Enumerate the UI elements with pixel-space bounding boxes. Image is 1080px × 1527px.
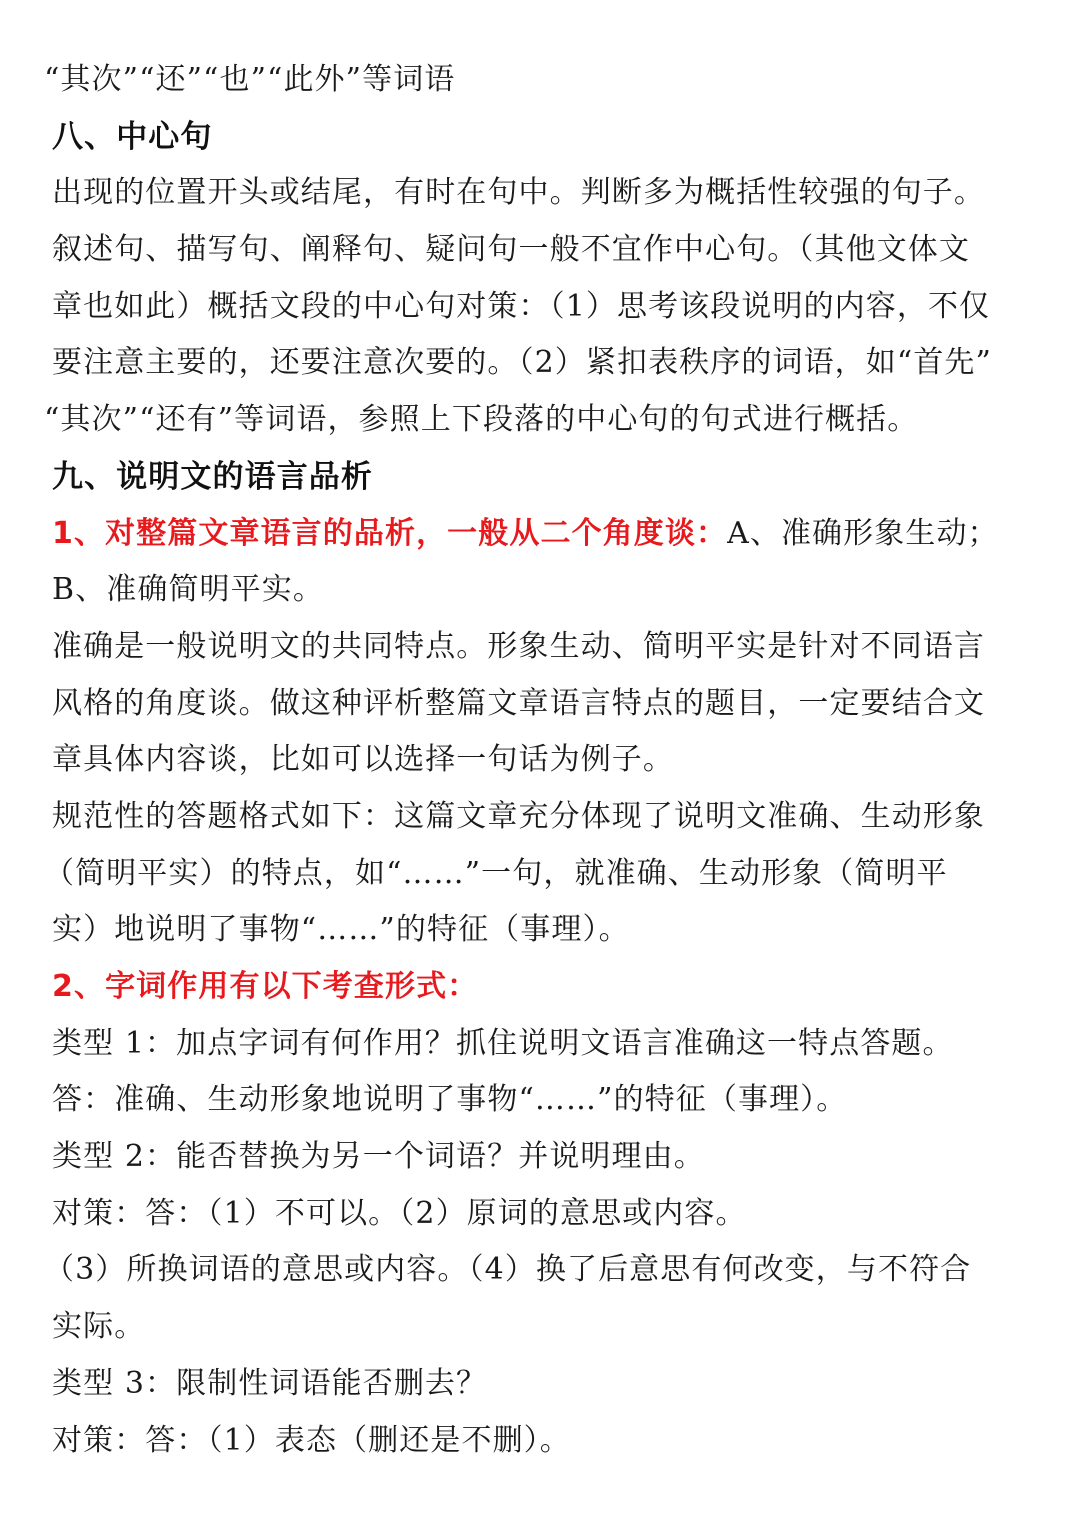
red-subheading-2: 2、字词作用有以下考查形式： [52, 969, 479, 1004]
text-line: 章也如此）概括文段的中心句对策：（1）思考该段说明的内容，不仅 [52, 288, 991, 324]
section-heading-9: 九、说明文的语言品析 [52, 458, 373, 495]
text-line: “其次”“还”“也”“此外”等词语 [44, 62, 456, 97]
text-line: 类型 3：限制性词语能否删去？ [52, 1365, 488, 1401]
section-heading-8: 八、中心句 [52, 118, 213, 155]
text-line: 类型 2：能否替换为另一个词语？并说明理由。 [52, 1139, 705, 1175]
text-line: 规范性的答题格式如下：这篇文章充分体现了说明文准确、生动形象 [52, 798, 985, 834]
text-line: 叙述句、描写句、阐释句、疑问句一般不宜作中心句。（其他文体文 [52, 232, 970, 268]
text-line: 对策：答：（1）表态（删还是不删）。 [52, 1422, 571, 1458]
subheading-rest: A、准确形象生动； [727, 515, 999, 551]
text-line: 要注意主要的，还要注意次要的。（2）紧扣表秩序的词语，如“首先” [52, 345, 992, 381]
text-line: 答：准确、生动形象地说明了事物“……”的特征（事理）。 [52, 1082, 848, 1118]
subheading-line-1 [52, 506, 1042, 563]
text-line: 实际。 [52, 1309, 146, 1345]
text-line: 实）地说明了事物“……”的特征（事理）。 [52, 912, 630, 948]
text-line: 类型 1：加点字词有何作用？抓住说明文语言准确这一特点答题。 [52, 1025, 954, 1061]
text-line: （3）所换词语的意思或内容。（4）换了后意思有何改变，与不符合 [44, 1252, 972, 1288]
document-body [44, 52, 1042, 1469]
red-subheading-1: 1、对整篇文章语言的品析，一般从二个角度谈： [52, 515, 728, 551]
text-line: 风格的角度谈。做这种评析整篇文章语言特点的题目，一定要结合文 [52, 685, 985, 721]
text-line: B、准确简明平实。 [52, 572, 324, 608]
text-line: 出现的位置开头或结尾，有时在句中。判断多为概括性较强的句子。 [52, 175, 985, 211]
text-line: 对策：答：（1）不可以。（2）原词的意思或内容。 [52, 1195, 747, 1231]
text-line: （简明平实）的特点，如“……”一句，就准确、生动形象（简明平 [44, 855, 948, 891]
text-line: 章具体内容谈，比如可以选择一句话为例子。 [52, 742, 674, 778]
text-line: 准确是一般说明文的共同特点。形象生动、简明平实是针对不同语言 [52, 628, 985, 664]
text-line: “其次”“还有”等词语，参照上下段落的中心句的句式进行概括。 [44, 402, 919, 438]
